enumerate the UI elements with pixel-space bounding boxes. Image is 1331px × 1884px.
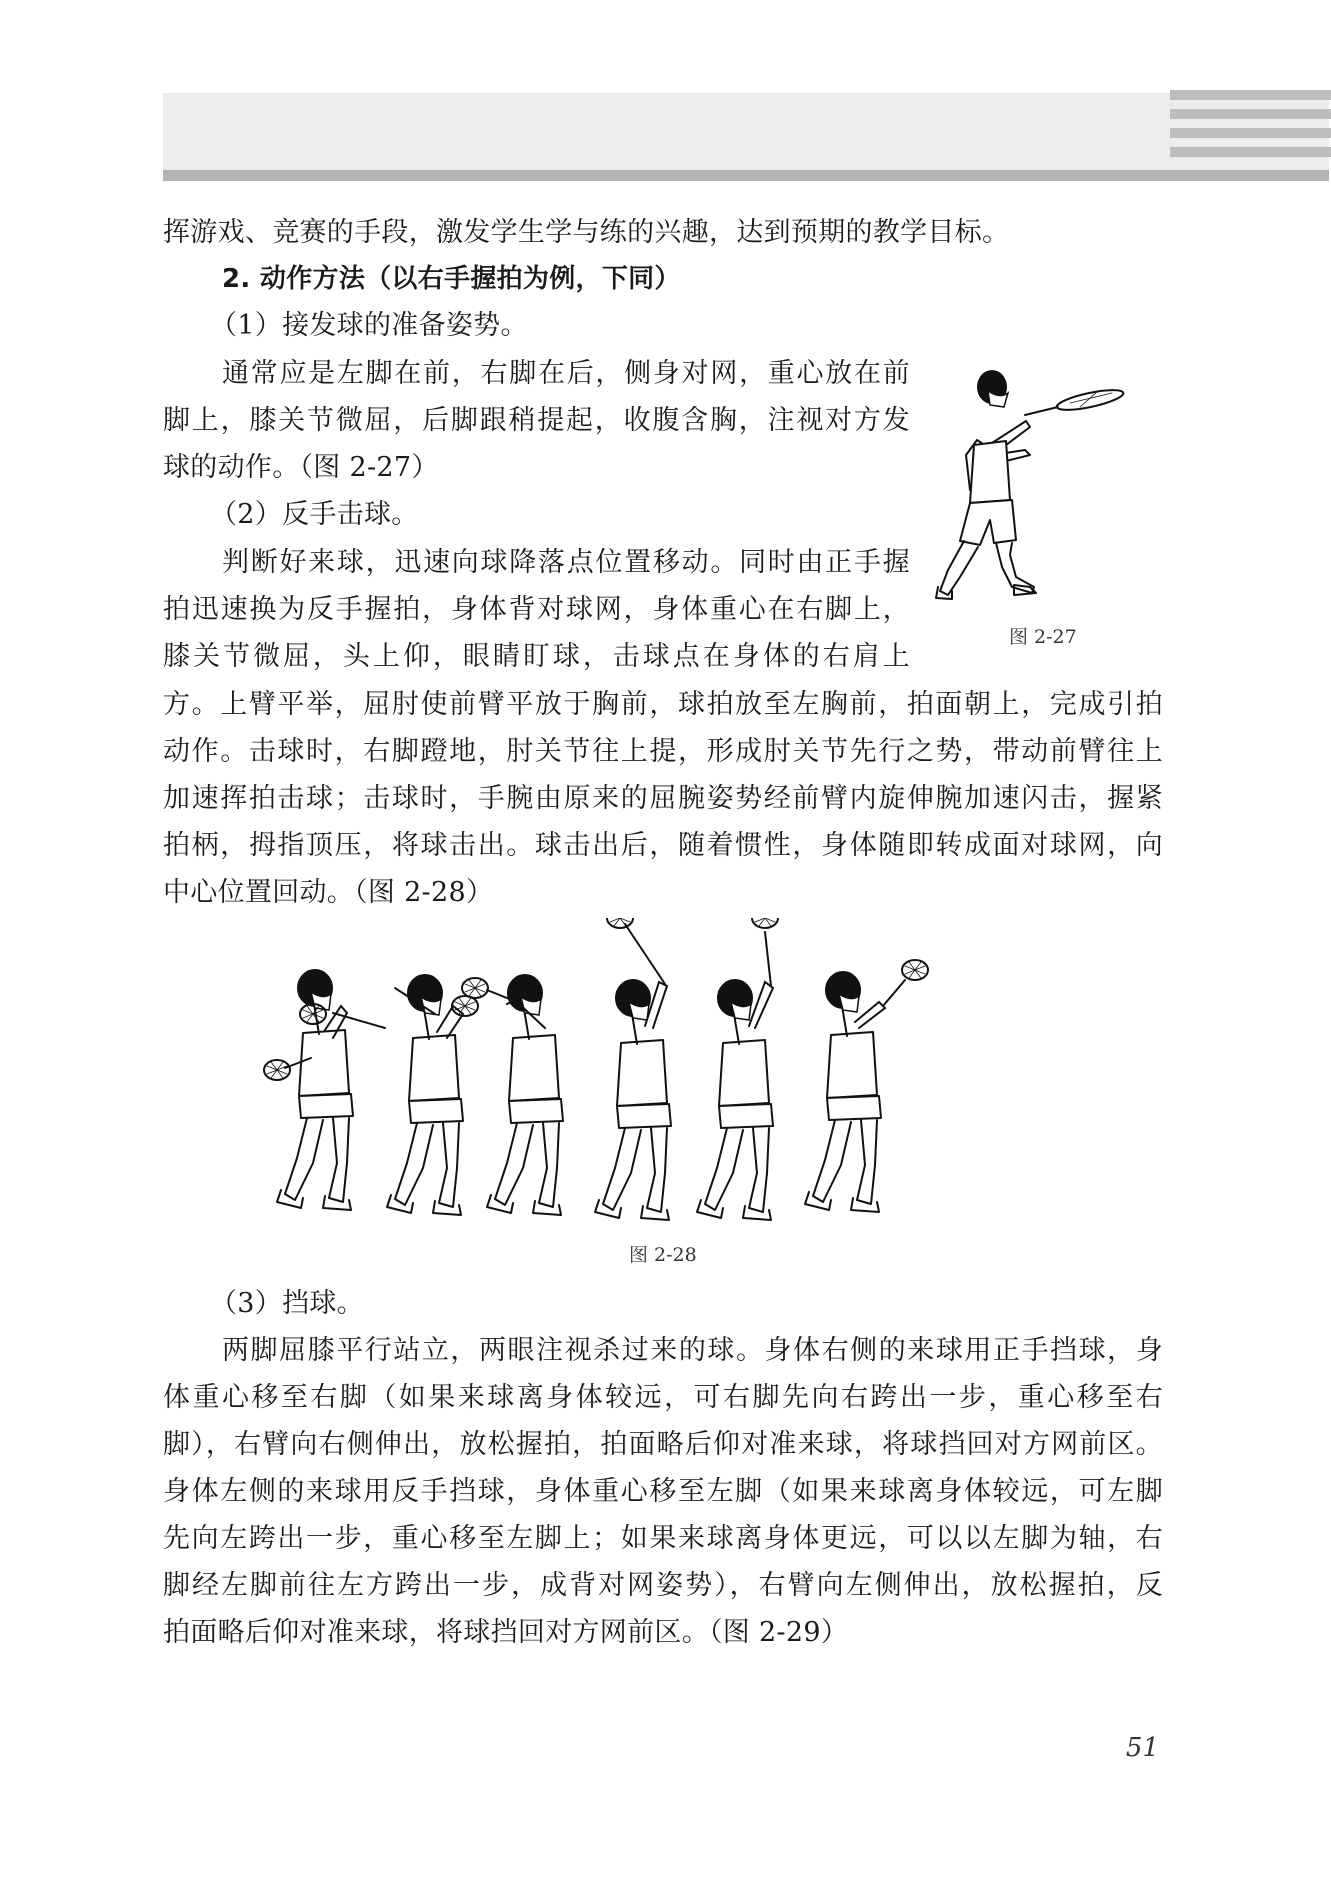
paragraph-line: 判断好来球，迅速向球降落点位置移动。同时由正手握: [222, 547, 910, 578]
paragraph-line: 膝关节微屈，头上仰，眼睛盯球，击球点在身体的右肩上: [163, 641, 910, 672]
header-stripes: [1170, 90, 1331, 166]
paragraph-line: 拍面略后仰对准来球，将球挡回对方网前区。（图 2-29）: [163, 1617, 849, 1648]
paragraph-line: 脚经左脚前往左方跨出一步，成背对网姿势），右臂向左侧伸出，放松握拍，反: [163, 1570, 1163, 1601]
paragraph-line: 身体左侧的来球用反手挡球，身体重心移至左脚（如果来球离身体较远，可左脚: [163, 1476, 1163, 1507]
paragraph-line: 球的动作。（图 2-27）: [163, 452, 439, 483]
paragraph-line: 加速挥拍击球；击球时，手腕由原来的屈腕姿势经前臂内旋伸腕加速闪击，握紧: [163, 783, 1163, 814]
paragraph-line: 方。上臂平举，屈肘使前臂平放于胸前，球拍放至左胸前，拍面朝上，完成引拍: [163, 689, 1163, 720]
subsection-heading: （3）挡球。: [210, 1288, 364, 1319]
subsection-heading: （1）接发球的准备姿势。: [210, 310, 528, 341]
paragraph-line: 拍迅速换为反手握拍，身体背对球网，身体重心在右脚上，: [163, 594, 910, 625]
paragraph-line: 挥游戏、竞赛的手段，激发学生学与练的兴趣，达到预期的教学目标。: [163, 217, 1010, 248]
paragraph-line: 中心位置回动。（图 2-28）: [163, 877, 494, 908]
paragraph-line: 先向左跨出一步，重心移至左脚上；如果来球离身体更远，可以以左脚为轴，右: [163, 1523, 1163, 1554]
paragraph-line: 通常应是左脚在前，右脚在后，侧身对网，重心放在前: [222, 358, 910, 389]
paragraph-line: 两脚屈膝平行站立，两眼注视杀过来的球。身体右侧的来球用正手挡球，身: [222, 1335, 1163, 1366]
paragraph-line: 体重心移至右脚（如果来球离身体较远，可右脚先向右跨出一步，重心移至右: [163, 1382, 1163, 1413]
paragraph-line: 动作。击球时，右脚蹬地，肘关节往上提，形成肘关节先行之势，带动前臂往上: [163, 736, 1163, 767]
figure-2-27-illustration: [930, 355, 1145, 605]
paragraph-line: 脚上，膝关节微屈，后脚跟稍提起，收腹含胸，注视对方发: [163, 405, 910, 436]
subsection-heading: （2）反手击球。: [210, 499, 419, 530]
figure-2-28-illustration: [255, 918, 1075, 1223]
header-rule: [163, 170, 1329, 181]
figure-2-27-caption: 图 2-27: [1009, 626, 1077, 648]
page-number: 51: [1125, 1733, 1159, 1763]
figure-2-28-caption: 图 2-28: [629, 1244, 697, 1266]
paragraph-line: 拍柄，拇指顶压，将球击出。球击出后，随着惯性，身体随即转成面对球网，向: [163, 830, 1163, 861]
section-heading: 2. 动作方法（以右手握拍为例，下同）: [222, 264, 681, 294]
paragraph-line: 脚），右臂向右侧伸出，放松握拍，拍面略后仰对准来球，将球挡回对方网前区。: [163, 1429, 1163, 1460]
header-band: [163, 93, 1329, 175]
